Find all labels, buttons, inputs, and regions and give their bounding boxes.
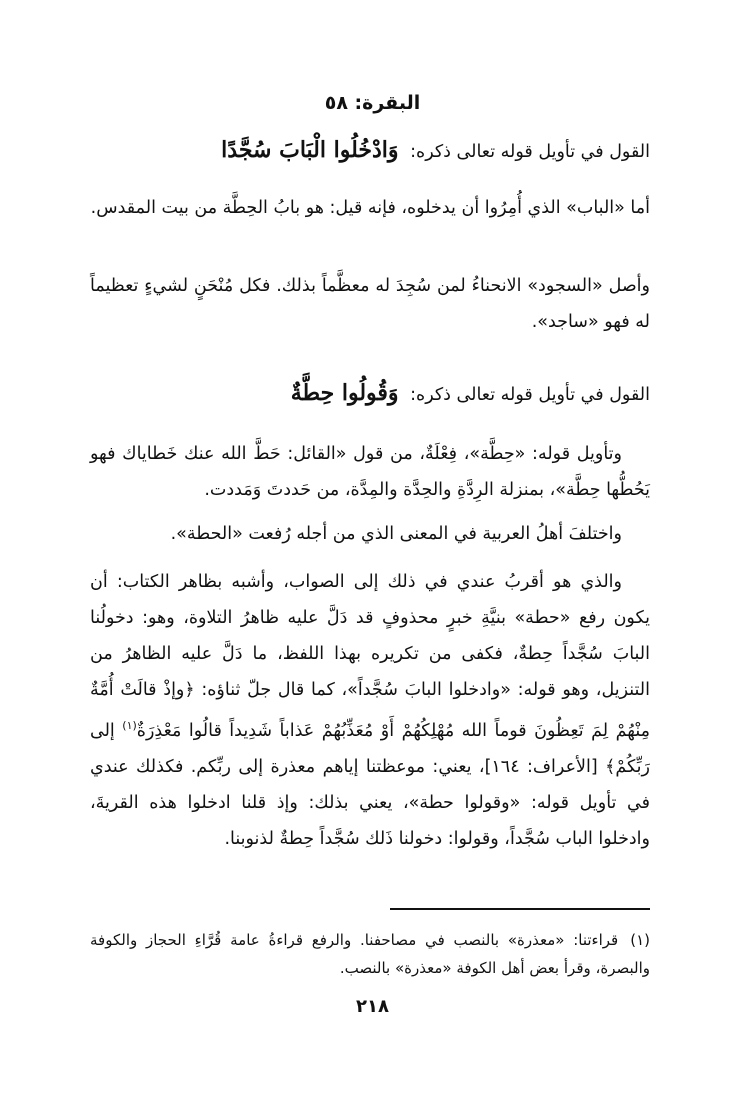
section-2: [90, 375, 650, 413]
surah-reference: البقرة: ٥٨: [324, 92, 421, 114]
paragraph-text: وأصل «السجود» الانحناءُ لمن سُجِدَ له معظَّماً بذلك. فكل مُنْحَنٍ لشيءٍ تعظيماً له فهو «ساجد».: [90, 276, 650, 332]
section-2-paragraph-1: [90, 436, 650, 508]
paragraph-4-text: إلى رَبِّكُمْ﴾ [الأعراف: ١٦٤]، يعني: موعظتنا إياهم معذرة إلى ربِّكم. فكذلك عندي في تأويل قوله: «وقولوا حطة»، يعني بذلك: وإذ قلنا ادخلوا هذه القريةَ، وادخلوا الباب سُجَّداً، وقولوا: دخولنا ذَلك سُجَّداً حِطةٌ لذنوبنا.: [90, 720, 650, 849]
footnote: [90, 926, 650, 982]
footnote-text: قراءتنا: «معذرة» بالنصب في مصاحفنا. والرفع قراءةُ عامة قُرَّاءِ الحجاز والكوفة والبصرة، وقرأ بعض أهل الكوفة «معذرة» بالنصب.: [90, 931, 650, 977]
paragraph-3-text: والذي هو أقربُ عندي في ذلك إلى الصواب، وأشبه بظاهر الكتاب: أن يكون رفع «حطة» بنيَّةِ خبرٍ محذوفٍ قد دَلَّ عليه ظاهرُ التلاوة، وهو: دخولُنا البابَ سُجَّداً حِطةٌ، فكفى من تكريره بهذا اللفظ، ما دَلَّ عليه الظاهرُ من التنزيل، وهو قوله: «وادخلوا البابَ سُجَّداً»، كما قال جلّ ثناؤه: ﴿وإذْ قالَتْ أُمَّةٌ مِنْهُمْ لِمَ تَعِظُونَ قوماً الله مُهْلِكُهُمْ أَوْ مُعَذِّبُهُمْ عَذاباً شَدِيداً قالُوا مَعْذِرَةٌ: [90, 572, 650, 741]
footnote-number: (١): [630, 931, 650, 949]
paragraph-text: واختلفَ أهلُ العربية في المعنى الذي من أجله رُفعت «الحطة».: [170, 524, 622, 544]
section-2-verse: وَقُولُوا حِطَّةٌ: [290, 380, 399, 406]
section-2-heading: [90, 375, 650, 413]
section-1-heading-text: القول في تأويل قوله تعالى ذكره:: [410, 142, 650, 162]
section-1-paragraph-2: [90, 268, 650, 340]
paragraph-text: وتأويل قوله: «حِطَّة»، فِعْلَةٌ، من قول «القائل: حَطَّ الله عنك خَطاياك فهو يَحُطُّها حِطَّة»، بمنزلة الرِدَّةِ والحِدَّة والمِدَّة، من حَددتَ وَمَددت.: [90, 444, 650, 500]
paragraph-text: [90, 564, 650, 857]
section-2-heading-text: القول في تأويل قوله تعالى ذكره:: [410, 385, 650, 405]
page-number: ٢١٨: [356, 996, 389, 1017]
paragraph-text: أما «الباب» الذي أُمِرُوا أن يدخلوه، فإنه قيل: هو بابُ الحِطَّة من بيت المقدس.: [90, 198, 650, 218]
footnote-marker[interactable]: (١): [122, 719, 137, 732]
section-1-paragraph-1: [90, 190, 650, 226]
section-2-paragraph-3: [90, 564, 650, 857]
section-1: [90, 132, 650, 170]
section-1-verse: وَادْخُلُوا الْبَابَ سُجَّدًا: [221, 137, 399, 163]
section-1-heading: [90, 132, 650, 170]
section-2-paragraph-2: [90, 516, 650, 552]
footnote-divider: [390, 908, 650, 910]
